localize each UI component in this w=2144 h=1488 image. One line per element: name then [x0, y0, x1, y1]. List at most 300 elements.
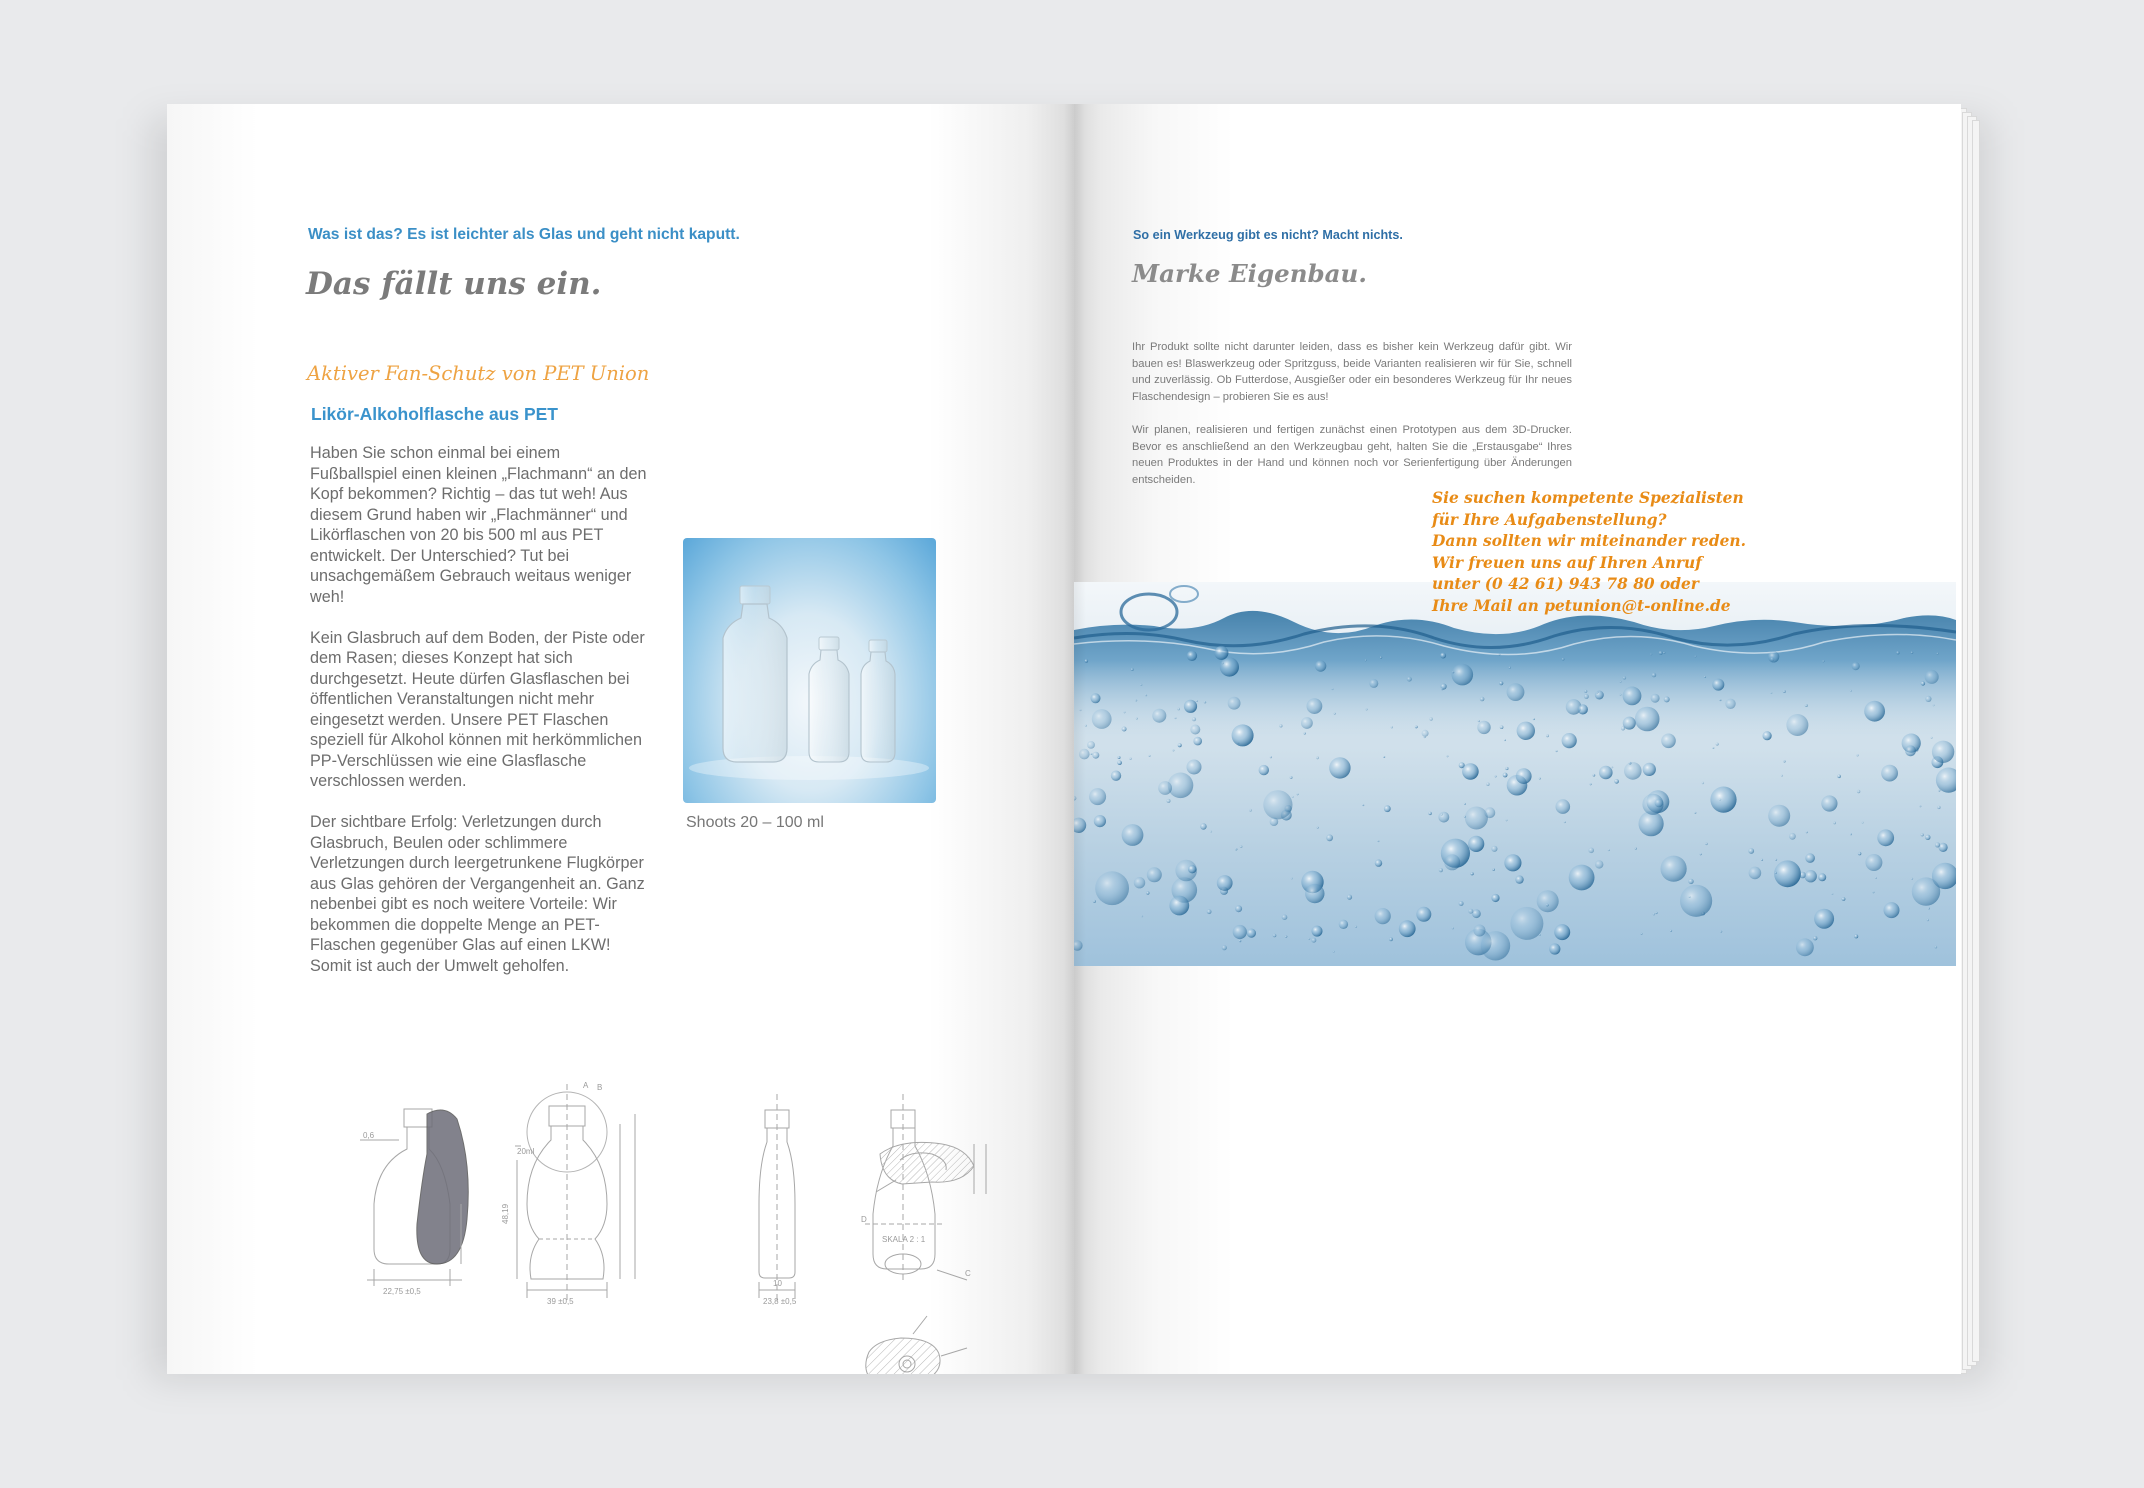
bubble: [1452, 671, 1454, 673]
bubble: [1719, 699, 1721, 701]
bubble: [1491, 846, 1497, 852]
dim-label: 0,6: [363, 1131, 375, 1140]
bubble: [1122, 727, 1127, 732]
bubble: [1694, 812, 1696, 814]
contact-email: Ihre Mail an petunion@t-online.de: [1432, 596, 1731, 615]
bubble: [1204, 701, 1206, 703]
bubble: [1168, 773, 1194, 799]
bubble: [1850, 690, 1852, 692]
bubble: [1316, 756, 1319, 759]
bubble: [1664, 696, 1670, 702]
bubble: [1805, 853, 1815, 863]
bubble: [1774, 860, 1801, 887]
bubble: [1190, 725, 1200, 735]
bubble: [1596, 691, 1598, 693]
bubble: [1623, 717, 1636, 730]
bubble: [1584, 694, 1589, 699]
bubble: [1856, 754, 1858, 756]
bubble: [1704, 676, 1706, 678]
bubble: [1562, 733, 1577, 748]
bubble: [1659, 651, 1663, 655]
bubble: [1556, 799, 1571, 814]
bubble: [1415, 726, 1418, 729]
bubble: [1653, 913, 1655, 915]
bubble: [1439, 868, 1443, 872]
bubble: [1383, 756, 1385, 758]
bubble: [1700, 853, 1702, 855]
bubble: [1881, 765, 1898, 782]
bubble: [1326, 834, 1333, 841]
bubble: [1220, 657, 1239, 676]
bubble: [1896, 651, 1899, 654]
dim-label: 39 ±0,5: [547, 1297, 574, 1306]
bubble: [1639, 811, 1664, 836]
bubble: [1593, 774, 1596, 777]
bubble: [1500, 725, 1504, 729]
bubble: [1196, 700, 1198, 702]
bubble: [1092, 752, 1099, 759]
bubble: [1833, 822, 1836, 825]
bubble: [1763, 731, 1772, 740]
dim-label: 20ml: [517, 1147, 535, 1156]
bubble: [1564, 821, 1566, 823]
bubble: [1472, 909, 1481, 918]
bubble: [1537, 890, 1559, 912]
right-paragraph: Ihr Produkt sollte nicht darunter leiden, dass es bisher kein Werkzeug dafür gibt. Wir bauen es! Blaswerkzeug oder Spritzguss, beide Varianten realisieren wir für Sie, schnell und zuverlässig. Ob Futterdose, Ausgießer oder ein besonderes Werkzeug für Ihr neues Flaschendesign – probieren Sie es aus!: [1132, 341, 1572, 403]
bubble: [1821, 795, 1837, 811]
bubble: [1554, 924, 1570, 940]
bubble: [1235, 905, 1242, 912]
bubble: [1399, 920, 1416, 937]
bubble: [1507, 683, 1525, 701]
bubble: [1305, 884, 1324, 903]
bubble: [1090, 753, 1092, 755]
bubble: [1184, 700, 1197, 713]
bubble: [1578, 704, 1588, 714]
drawing-flask-profile: [360, 1109, 468, 1286]
bubble: [1516, 768, 1532, 784]
bubble: [1509, 666, 1511, 668]
bubble: [1919, 805, 1921, 807]
bubble: [1712, 679, 1724, 691]
right-body-text: [1132, 339, 1572, 505]
bubble: [1193, 737, 1202, 746]
bubble: [1094, 815, 1106, 827]
bubble: [1200, 823, 1207, 830]
bubble: [1748, 848, 1754, 854]
bubble: [1595, 691, 1604, 700]
contact-line: Dann sollten wir miteinander reden.: [1432, 532, 1746, 551]
bubble: [1608, 849, 1610, 851]
bubble: [1862, 822, 1864, 824]
bubble: [1491, 894, 1499, 902]
spine-gutter: [1064, 104, 1086, 1374]
bubble: [1546, 904, 1549, 907]
bubble: [1249, 809, 1252, 812]
drawing-neck-detail: [862, 1114, 1022, 1254]
bubble: [1495, 775, 1497, 777]
bubble: [1805, 704, 1808, 707]
bubble: [1805, 870, 1817, 882]
bubble: [1789, 833, 1796, 840]
bubble: [1312, 926, 1323, 937]
bubble: [1935, 842, 1940, 847]
bubble: [1464, 803, 1466, 805]
bubble: [1562, 658, 1565, 661]
bubble: [1290, 776, 1293, 779]
bubble: [1140, 684, 1142, 686]
bubble: [1712, 747, 1714, 749]
bubble: [1670, 930, 1672, 932]
bubble: [1452, 664, 1474, 686]
bubble: [1459, 901, 1464, 906]
bubble: [1770, 692, 1772, 694]
bubble: [1858, 852, 1861, 855]
bubble: [1158, 781, 1172, 795]
page-stack-edge: [1972, 120, 1980, 1362]
bubble: [1167, 799, 1171, 803]
bubble: [1588, 848, 1594, 854]
bubble: [1270, 756, 1272, 758]
bubble: [1865, 854, 1882, 871]
left-body-text: [310, 443, 650, 997]
bubble: [1768, 805, 1790, 827]
bubble: [1510, 907, 1543, 940]
bubble: [1702, 782, 1704, 784]
bubble: [1478, 720, 1480, 722]
bubble: [1471, 872, 1474, 875]
bubble: [1533, 718, 1535, 720]
bubble: [1462, 763, 1479, 780]
bubble: [1484, 807, 1495, 818]
bubble: [1680, 885, 1712, 917]
bubble: [1661, 856, 1687, 882]
bubble: [1355, 926, 1357, 928]
bubble: [1149, 755, 1151, 757]
bubble: [1921, 833, 1924, 836]
bubble: [1273, 934, 1277, 938]
bubble: [1725, 699, 1735, 709]
bubble: [1504, 739, 1506, 741]
bubble: [1937, 806, 1940, 809]
bubble: [1440, 653, 1446, 659]
bubble: [1925, 670, 1939, 684]
scale-label: SKALA 2 : 1: [882, 1235, 926, 1244]
bubble: [1087, 741, 1095, 749]
ref-label: A: [583, 1081, 589, 1090]
bubble: [1911, 878, 1913, 880]
bubble: [1925, 835, 1930, 840]
bubble: [1655, 799, 1664, 808]
left-headline: Das fällt uns ein.: [306, 266, 602, 302]
bubble: [1611, 766, 1613, 768]
bubble: [1619, 694, 1621, 696]
bubble: [1222, 662, 1224, 664]
bubble: [1145, 694, 1147, 696]
bubble: [1292, 796, 1294, 798]
bubble: [1362, 804, 1364, 806]
bubble: [1688, 879, 1693, 884]
bubble: [1872, 891, 1874, 893]
bubble: [1339, 920, 1348, 929]
bubble: [1365, 659, 1367, 661]
right-paragraph: Wir planen, realisieren und fertigen zunächst einen Prototypen aus dem 3D-Drucker. Bevor es anschließend an den Werkzeugbau geht, halten Sie die „Erstausgabe“ Ihres neuen Produktes in der Hand und können noch vor Serienfertigung über Änderungen entscheiden.: [1132, 423, 1572, 486]
bubble: [1233, 925, 1247, 939]
dim-label: 23,8 ±0,5: [763, 1297, 797, 1306]
bubble: [1474, 925, 1486, 937]
bubble: [1263, 790, 1292, 819]
bubble: [1441, 813, 1443, 815]
drawing-bottle-front: [515, 1084, 635, 1304]
bubble: [1279, 724, 1282, 727]
ref-label: B: [597, 1083, 603, 1092]
bubble: [1925, 696, 1931, 702]
bubble: [1546, 734, 1549, 737]
bubble: [1655, 912, 1657, 914]
bubble: [1134, 877, 1145, 888]
bubble: [1375, 859, 1382, 866]
bubble: [1422, 730, 1429, 737]
bubble: [1147, 867, 1162, 882]
bubble: [1864, 701, 1885, 722]
bubble: [1635, 847, 1637, 849]
bubble: [1285, 935, 1287, 937]
bubble: [1818, 873, 1826, 881]
bubble: [1813, 936, 1817, 940]
bubble: [1556, 750, 1558, 752]
bubble: [1187, 760, 1202, 775]
bubble: [1492, 868, 1495, 871]
bubble: [1152, 709, 1166, 723]
bubble: [1806, 831, 1808, 833]
bubble: [1311, 938, 1316, 943]
bubble: [1720, 931, 1722, 933]
bubble: [1117, 760, 1122, 765]
right-page: [1074, 104, 1961, 1374]
bubble: [1498, 654, 1500, 656]
bubble: [1333, 951, 1335, 953]
bubble: [1643, 763, 1656, 776]
bubble: [1122, 824, 1144, 846]
bubble: [1499, 681, 1503, 685]
bubble: [1931, 737, 1933, 739]
bubble: [1663, 652, 1665, 654]
bubble: [1210, 831, 1212, 833]
bubble: [1933, 704, 1935, 706]
bubble: [1911, 651, 1914, 654]
drawing-cross-section: [866, 1316, 967, 1374]
product-photo: [683, 538, 936, 803]
bubble: [1092, 709, 1112, 729]
bubble: [1174, 717, 1176, 719]
bubble: [1689, 896, 1691, 898]
left-paragraph: Haben Sie schon einmal bei einem Fußballspiel einen kleinen „Flachmann“ an den Kopf bekommen? Richtig – das tut weh! Aus diesem Grund haben wir „Flachmänner“ und Likörflaschen von 20 bis 500 ml aus PET entwickelt. Der Unterschied? Tut bei unsachgemäßem Gebrauch weitaus weniger weh!: [310, 444, 647, 606]
contact-line: für Ihre Aufgabenstellung?: [1432, 510, 1667, 529]
bubble: [1775, 872, 1777, 874]
bubble: [1716, 743, 1719, 746]
bubble: [1650, 653, 1652, 655]
bubble: [1905, 745, 1916, 756]
bubble: [1214, 646, 1228, 660]
ref-label: C: [965, 1269, 971, 1278]
drawing-bottle-side: [759, 1094, 795, 1304]
bubble: [1172, 749, 1174, 751]
bubble: [1749, 867, 1762, 880]
bubble: [1407, 677, 1412, 682]
bubble: [1222, 945, 1227, 950]
bubble: [1089, 788, 1106, 805]
bubble: [1428, 812, 1431, 815]
bubble: [1928, 907, 1930, 909]
bubble: [1091, 693, 1101, 703]
bubble: [1584, 690, 1587, 693]
bubble: [1661, 734, 1676, 749]
contact-line: Wir freuen uns auf Ihren Anruf: [1432, 553, 1702, 572]
bubble: [1375, 908, 1391, 924]
bubble: [1429, 717, 1432, 720]
bubble: [1307, 698, 1323, 714]
water-bubbles-image: [1074, 582, 1956, 966]
bubble: [1624, 762, 1642, 780]
bubble: [1444, 854, 1460, 870]
bubble: [1937, 653, 1939, 655]
left-paragraph: Der sichtbare Erfolg: Verletzungen durch Glasbruch, Beulen oder schlimmere Verletzungen durch leergetrunkene Flugkörper aus Glas gehören der Vergangenheit an. Ganz nebenbei gibt es noch weitere Vorteile: Wir bekommen die doppelte Menge an PET-Flaschen gegenüber Glas auf einen LKW! Somit ist auch der Umwelt geholfen.: [310, 813, 645, 975]
bubble: [1347, 895, 1352, 900]
bubble: [1192, 717, 1196, 721]
bubble: [1187, 651, 1197, 661]
bottles-illustration: [683, 538, 936, 803]
bubble: [1503, 773, 1508, 778]
bubble: [1481, 931, 1510, 960]
bubble: [1814, 909, 1834, 929]
bubble: [1282, 914, 1288, 920]
bubble: [1620, 681, 1622, 683]
bubble: [1334, 713, 1336, 715]
bubble: [1515, 875, 1523, 883]
bubble: [1441, 688, 1443, 690]
bubble: [1875, 877, 1877, 879]
bubble: [1850, 833, 1852, 835]
bubble: [1936, 768, 1956, 793]
bubble: [1141, 915, 1143, 917]
bubble: [1877, 829, 1894, 846]
bubble: [1775, 859, 1777, 861]
bubble: [1095, 871, 1129, 905]
bubble: [1781, 775, 1783, 777]
bubble: [1590, 783, 1592, 785]
bubble: [1247, 929, 1256, 938]
bubble: [1623, 676, 1626, 679]
bubble: [1831, 893, 1833, 895]
bubble: [1129, 758, 1131, 760]
bubble: [1369, 679, 1378, 688]
bubble: [1124, 711, 1126, 713]
bubble: [1614, 779, 1619, 784]
bubble: [1852, 662, 1860, 670]
bubble: [1652, 673, 1657, 678]
bubble: [1539, 778, 1541, 780]
bubble: [1506, 819, 1508, 821]
bubble: [1569, 865, 1595, 891]
bubble: [1705, 843, 1708, 846]
bubble: [1468, 836, 1484, 852]
bubble: [1217, 875, 1233, 891]
bubble: [1188, 865, 1196, 873]
bubble: [1549, 943, 1560, 954]
bubble: [1232, 724, 1254, 746]
bubble: [1207, 909, 1212, 914]
dim-label: 48,19: [501, 1203, 510, 1224]
bubble: [1329, 757, 1350, 778]
bubble: [1169, 896, 1189, 916]
bubble: [1938, 790, 1940, 792]
bubble: [1446, 755, 1448, 757]
bubble: [1884, 902, 1900, 918]
bubble: [1452, 927, 1454, 929]
bubble: [1480, 697, 1485, 702]
left-page: [167, 104, 1074, 1374]
bubble: [1837, 775, 1841, 779]
bubble: [1315, 660, 1326, 671]
bubble: [1235, 848, 1237, 850]
bubble: [1468, 909, 1473, 914]
bubble: [1228, 697, 1241, 710]
bubble: [1377, 840, 1379, 842]
bubble: [1438, 812, 1449, 823]
bubble: [1786, 714, 1808, 736]
bubble: [1505, 767, 1508, 770]
contact-phone: unter (0 42 61) 943 78 80 oder: [1432, 575, 1699, 594]
product-subtitle: Likör-Alkoholflasche aus PET: [311, 404, 558, 424]
bubble: [1118, 756, 1121, 759]
dim-label: 22,75 ±0,5: [383, 1287, 421, 1296]
bubble: [1651, 694, 1660, 703]
contact-block: [1432, 488, 1746, 618]
bubble: [1623, 687, 1642, 706]
bubble: [1464, 816, 1466, 818]
bubble: [1177, 708, 1180, 711]
bubble: [1768, 651, 1779, 662]
left-kicker: Was ist das? Es ist leichter als Glas und geht nicht kaputt.: [308, 226, 740, 243]
bubble: [1380, 656, 1382, 658]
bubble: [1599, 766, 1613, 780]
bubble: [1259, 765, 1269, 775]
bubble: [1391, 726, 1393, 728]
bubble: [1517, 722, 1535, 740]
bubble: [1135, 699, 1137, 701]
bubble: [1331, 688, 1333, 690]
bubble: [1935, 946, 1938, 949]
contact-line: Sie suchen kompetente Spezialisten: [1432, 489, 1744, 507]
bubble: [1465, 807, 1488, 830]
water-illustration: [1074, 582, 1956, 966]
bubble: [1136, 718, 1138, 720]
bubble: [1504, 854, 1521, 871]
bubble: [1857, 790, 1860, 793]
left-paragraph: Kein Glasbruch auf dem Boden, der Piste oder dem Rasen; dieses Konzept hat sich durchgesetzt. Heute dürfen Glasflaschen bei öffentlichen Veranstaltungen nicht mehr eingesetzt werden. Unsere PET Flaschen speziell für Alkohol können mit herkömmlichen PP-Verschlüssen wie eine Glasflasche verschlossen werden.: [310, 628, 645, 790]
bubble: [1822, 660, 1824, 662]
bubble: [1093, 900, 1096, 903]
bubble: [1796, 938, 1814, 956]
bubble: [1477, 721, 1490, 734]
section-title: Aktiver Fan-Schutz von PET Union: [307, 362, 650, 385]
photo-caption: Shoots 20 – 100 ml: [686, 814, 824, 831]
bubble: [1146, 891, 1149, 894]
bubble: [1761, 859, 1763, 861]
right-kicker: So ein Werkzeug gibt es nicht? Macht nichts.: [1133, 228, 1403, 242]
bubble: [1416, 907, 1431, 922]
bubble: [1111, 771, 1121, 781]
